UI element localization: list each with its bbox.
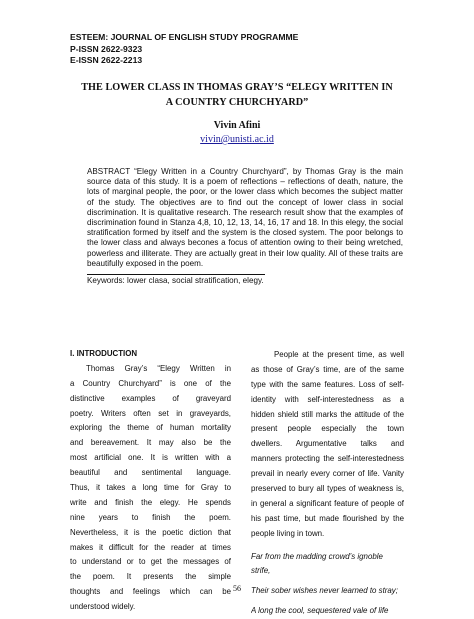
journal-name: ESTEEM: JOURNAL OF ENGLISH STUDY PROGRAMME (70, 32, 299, 42)
paragraph-line: to understand or to get the messages of (70, 557, 231, 567)
author-name: Vivin Afini (213, 120, 261, 131)
title-line-2: A COUNTRY CHURCHYARD” (165, 97, 309, 108)
section-heading: I. INTRODUCTION (70, 349, 138, 358)
paragraph-line: most artificial one. It is written with a (70, 453, 231, 463)
paragraph-line: people living in town. (251, 528, 325, 538)
paragraph-line: Thomas Gray’s “Elegy Written in (86, 363, 231, 373)
paragraph-line: nine years to finish the poem. (70, 512, 231, 522)
paragraph-line: manners protecting the self-interestedness (251, 454, 404, 464)
paragraph-line: the poem. It presents the simple (70, 572, 231, 582)
poem-line: Their sober wishes never learned to stray; (251, 586, 398, 596)
paragraph-line: dwellers. Argumentative talks and (251, 439, 404, 449)
left-column (70, 347, 231, 615)
paragraph-line: preserved to bury all types of weakness is, (251, 484, 404, 494)
paragraph-line: his past time, but made flourished by the (251, 513, 404, 523)
paragraph-line: a Country Churchyard” is one of the (70, 378, 231, 388)
poem-line: Far from the madding crowd’s ignoble (251, 551, 383, 561)
page-number: 56 (233, 584, 241, 593)
paragraph-line: and bereavement. It may also be the (70, 438, 231, 448)
right-column (251, 348, 404, 619)
paragraph-line: distinctive examples of graveyard (70, 393, 231, 403)
paragraph-line: in general a significant feature of people of (251, 498, 404, 508)
paragraph-line: thoughts and feelings which can be (70, 587, 231, 597)
paragraph-line: Nevertheless, it is the poetic diction that (70, 527, 231, 537)
paragraph-line: present people especially the town (251, 424, 404, 434)
paragraph-line: identity with self-interestedness as a (251, 394, 404, 404)
paragraph-line: as those of Gray’s time, are of the same (251, 364, 404, 374)
print-issn: P-ISSN 2622-9323 (70, 43, 143, 54)
paragraph-line: beautiful and sentimental language. (70, 468, 231, 478)
paragraph-line: poetry. Writers often set in graveyards, (70, 408, 231, 418)
paragraph-line: makes it difficult for the reader at times (70, 542, 231, 552)
paragraph-line: People at the present time, as well (274, 350, 404, 359)
electronic-issn: E-ISSN 2622-2213 (70, 55, 143, 66)
paragraph-line: Thus, it takes a long time for Gray to (70, 483, 231, 493)
title-line-1: THE LOWER CLASS IN THOMAS GRAY’S “ELEGY WRITTEN IN (81, 82, 393, 93)
paragraph-line: write and finish the elegy. He spends (70, 497, 231, 507)
keywords: Keywords: lower clasa, social stratification, elegy. (87, 276, 264, 285)
paragraph-line: prevail in nearly every corner of life. Vanity (251, 469, 404, 479)
paper-title (70, 80, 404, 110)
paragraph-line: hidden shield still marks the attitude of the (251, 409, 404, 419)
abstract: ABSTRACT “Elegy Written in a Country Churchyard”, by Thomas Gray is the main source data of this study. It is a poem of reflections – reflections of death, nature, the lots of marginal people, the poor, or the lower class which becomes the subject matter of the study. The objectives are to find out the concept of lower class in social discrimination. It is qualitative research. The research result show that the examples of discrimination found in Stanza 4,8, 10, 12, 13, 14, 16, 17 and 18. In this elegy, the social stratification formed by itself and the system is the closed system. The poor belongs to the lower class and always becones a focus of attention owing to their being wretched, powerless and illiterate. They are actually great in their low quality. All of these traits are beautifully exposed in the poem. (87, 167, 403, 268)
keywords-divider (87, 274, 265, 275)
author-email-link[interactable]: vivin@unisti.ac.id (200, 134, 274, 145)
poem-line: strife, (251, 566, 271, 576)
poem-line: A long the cool, sequestered vale of life (251, 606, 389, 616)
journal-header (70, 32, 298, 67)
paragraph-line: exploring the theme of human mortality (70, 423, 231, 433)
paragraph-line: understood widely. (70, 602, 136, 612)
paragraph-line: type with the same features. Loss of self- (251, 379, 404, 389)
